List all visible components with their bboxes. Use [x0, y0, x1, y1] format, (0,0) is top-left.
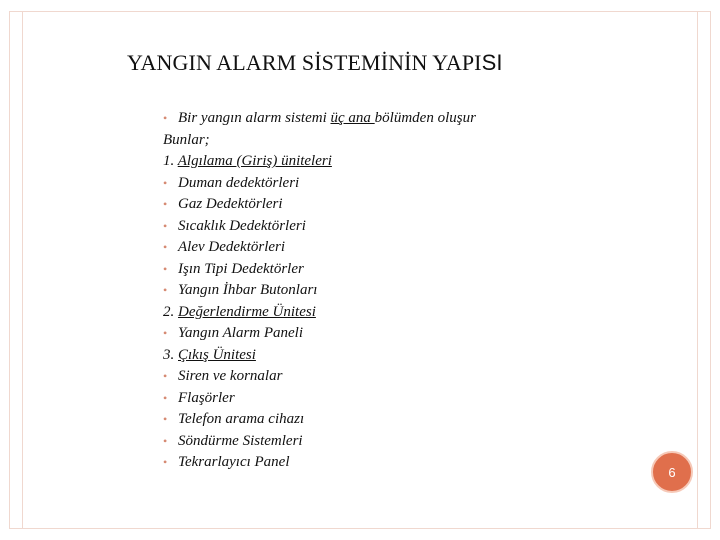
bullet-icon: •	[163, 390, 168, 405]
list-item	[163, 452, 593, 474]
bullet-icon: •	[163, 326, 168, 340]
item-text: Söndürme Sistemleri	[178, 432, 303, 449]
list-item	[163, 302, 593, 324]
slide-title	[127, 50, 503, 76]
list-item	[163, 194, 593, 216]
item-text: Sıcaklık Dedektörleri	[178, 217, 306, 234]
list-item	[163, 237, 593, 259]
item-text: Alev Dedektörleri	[178, 239, 286, 255]
list-item	[163, 108, 593, 130]
underlined-text: Çıkış Ünitesi	[178, 346, 256, 363]
item-text: Tekrarlayıcı Panel	[178, 454, 290, 470]
list-item	[163, 130, 593, 152]
list-item	[163, 280, 593, 302]
item-text: 2.	[163, 303, 178, 320]
title-suffix: SI	[481, 50, 503, 75]
bullet-icon: •	[163, 283, 168, 297]
page-number-badge	[651, 451, 693, 493]
item-text: bölümden oluşur	[374, 110, 476, 126]
list-item	[163, 323, 593, 345]
frame-left-band	[9, 11, 23, 529]
list-item	[163, 366, 593, 388]
bullet-icon: •	[163, 218, 168, 233]
bullet-icon: •	[163, 369, 168, 383]
list-item	[163, 151, 593, 173]
bullet-icon: •	[163, 111, 168, 125]
list-item	[163, 345, 593, 367]
item-text: Gaz Dedektörleri	[178, 196, 283, 212]
list-item	[163, 431, 593, 453]
list-item	[163, 216, 593, 238]
bullet-icon: •	[163, 261, 168, 276]
item-text: Telefon arama cihazı	[178, 411, 305, 427]
bullet-icon: •	[163, 197, 168, 211]
underlined-text: Değerlendirme Ünitesi	[178, 303, 316, 320]
item-text: Yangın İhbar Butonları	[178, 282, 318, 298]
underlined-text: üç ana	[330, 110, 375, 126]
page-number: 6	[668, 464, 676, 480]
bullet-list	[163, 108, 593, 474]
item-text: Bir yangın alarm sistemi	[178, 110, 331, 126]
list-item	[163, 409, 593, 431]
bullet-icon: •	[163, 412, 168, 426]
title-main: YANGIN ALARM SİSTEMİNİN YAPI	[127, 50, 482, 75]
item-text: Bunlar;	[163, 131, 210, 148]
underlined-text: Algılama (Giriş) üniteleri	[177, 153, 332, 169]
item-text: 1.	[163, 153, 178, 169]
bullet-icon: •	[163, 240, 168, 254]
item-text: Işın Tipi Dedektörler	[178, 260, 304, 277]
list-item	[163, 173, 593, 195]
list-item	[163, 259, 593, 281]
list-item	[163, 388, 593, 410]
frame-right-band	[697, 11, 711, 529]
item-text: Yangın Alarm Paneli	[178, 325, 304, 341]
item-text: Flaşörler	[178, 389, 235, 406]
bullet-icon: •	[163, 433, 168, 448]
bullet-icon: •	[163, 455, 168, 469]
item-text: 3.	[163, 346, 178, 363]
item-text: Siren ve kornalar	[178, 368, 283, 384]
bullet-icon: •	[163, 175, 168, 190]
item-text: Duman dedektörleri	[178, 174, 300, 191]
